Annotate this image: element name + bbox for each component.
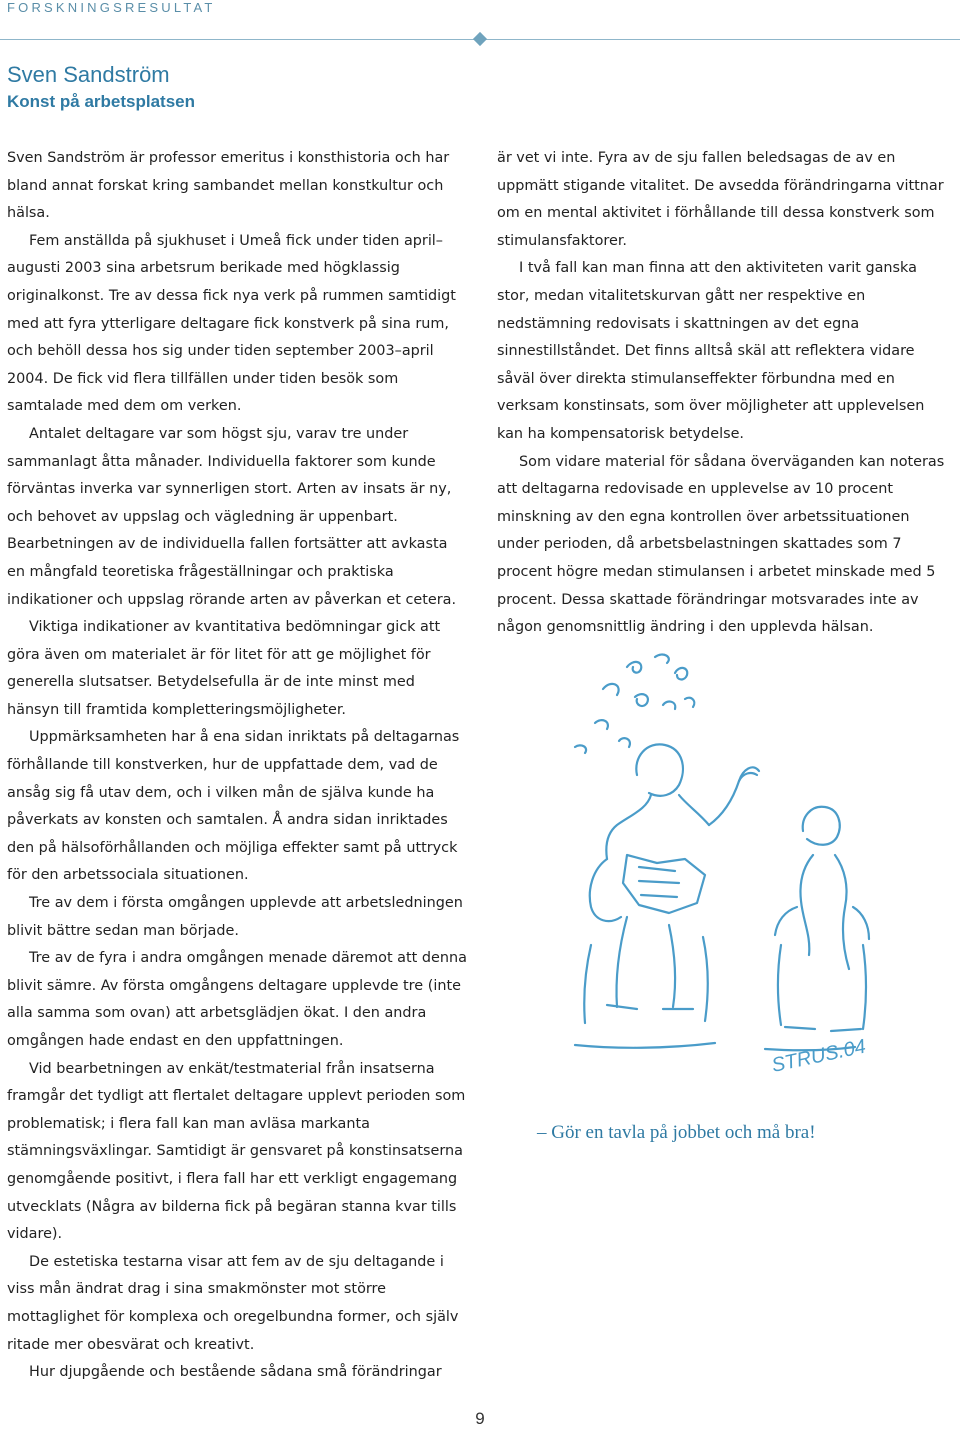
paragraph: Tre av de fyra i andra omgången menade däremot att denna blivit sämre. Av första omgångens deltagare upplevde tre (inte alla samma som ovan) att arbetsglädjen ökat. I den andra omgången hade endast en den uppfattningen. [7,950,467,1049]
paragraph: är vet vi inte. Fyra av de sju fallen beledsagas de av en uppmätt stigande vitalitet. De avsedda förändringarna vittnar om en mental aktivitet i förhållande till dessa konstverk som stimulansfaktorer. [497,150,944,249]
paragraph: Antalet deltagare var som högst sju, varav tre under sammanlagt åtta månader. Individuella faktorer som kunde förväntas inverka var synnerligen stort. Arten av insats är ny, och behovet av uppslag och vägledning är uppenbart. Bearbetningen av de individuella fallen fortsätter att avkasta en mångfald teoretiska frågeställningar och praktiska indikationer och uppslag rörande arten av påverkan et cetera. [7,425,457,608]
paragraph: Tre av dem i första omgången upplevde att arbetsledningen blivit bättre sedan man började. [7,895,463,939]
paragraph: Sven Sandström är professor emeritus i konsthistoria och har bland annat forskat kring sambandet mellan konstkultur och hälsa. [7,150,450,222]
paragraph: Vid bearbetningen av enkät/testmaterial från insatserna framgår det tydligt att flertalet deltagare upplevt perioden som problematisk; i flera fall kan man avläsa markanta stämningsväxlingar. Samtidigt är gensvaret på konstinsatserna genomgående positivt, i flera fall har ett verkligt engagemang utvecklats (Några av bilderna fick på begäran stanna kvar tills vidare). [7,1060,466,1243]
paragraph: Som vidare material för sådana överväganden kan noteras att deltagarna redovisade en upplevelse av 10 procent minskning av den egna kontrollen över arbetssituationen under perioden, då arbetsbelastningen skattades som 7 procent högre medan stimulansen i arbetet minskade med 5 procent. Dessa skattade förändringar motsvarades inte av någon genomsnittlig ändring i den upplevda hälsan. [497,453,945,636]
illustration-sketch [535,645,880,1110]
article-author: Sven Sandström [7,62,170,87]
right-column [497,145,952,642]
sketch-signature: STRUS.04 [769,1035,868,1077]
section-label: FORSKNINGSRESULTAT [7,0,216,15]
article-title: Konst på arbetsplatsen [7,92,195,111]
paragraph: Viktiga indikationer av kvantitativa bedömningar gick att göra även om materialet är för litet för att ge möjlighet för generella slutsatser. Betydelsefulla är de inte minst med hänsyn till framtida kompletteringsmöjligheter. [7,619,441,718]
paragraph: De estetiska testarna visar att fem av de sju deltagande i viss mån ändrat drag i sina smakmönster mot större mottaglighet för komplexa och oregelbundna former, och själv ritade mer obesvärat och kreativt. [7,1253,459,1353]
illustration-caption: – Gör en tavla på jobbet och må bra! [537,1122,816,1143]
paragraph: Uppmärksamheten har å ena sidan inriktats på deltagarnas förhållande till konstverken, hur de uppfattade dem, vad de ansåg sig få utav dem, och i vilken mån de själva kunde ha påverkats av konsten och samtalen. Å andra sidan inriktades den på hälsoförhållanden och möjliga effekter samt på uttryck för den arbetssociala situationen. [7,729,460,884]
diamond-ornament-icon [473,32,487,46]
page-number: 9 [475,1409,485,1428]
paragraph: Hur djupgående och bestående sådana små förändringar [29,1364,442,1381]
left-column [7,145,469,1387]
paragraph: Fem anställda på sjukhuset i Umeå fick under tiden april–augusti 2003 sina arbetsrum berikade med högklassig originalkonst. Tre av dessa fick nya verk på rummen samtidigt med att fyra ytterligare deltagare fick konstverk på sina rum, och behöll dessa hos sig under tiden september 2003–april 2004. De fick vid flera tillfällen under tiden besök som samtalade med dem om verken. [7,232,456,415]
paragraph: I två fall kan man finna att den aktiviteten varit ganska stor, medan vitalitetskurvan gått ner respektive en nedstämning redovisats i skattningen av det egna sinnestillståndet. Det finns alltså skäl att reflektera vidare såväl över direkta stimulanseffekter förbundna med en verksam konstinsats, som över möjligheter att upplevelsen kan ha kompensatorisk betydelse. [497,260,925,442]
